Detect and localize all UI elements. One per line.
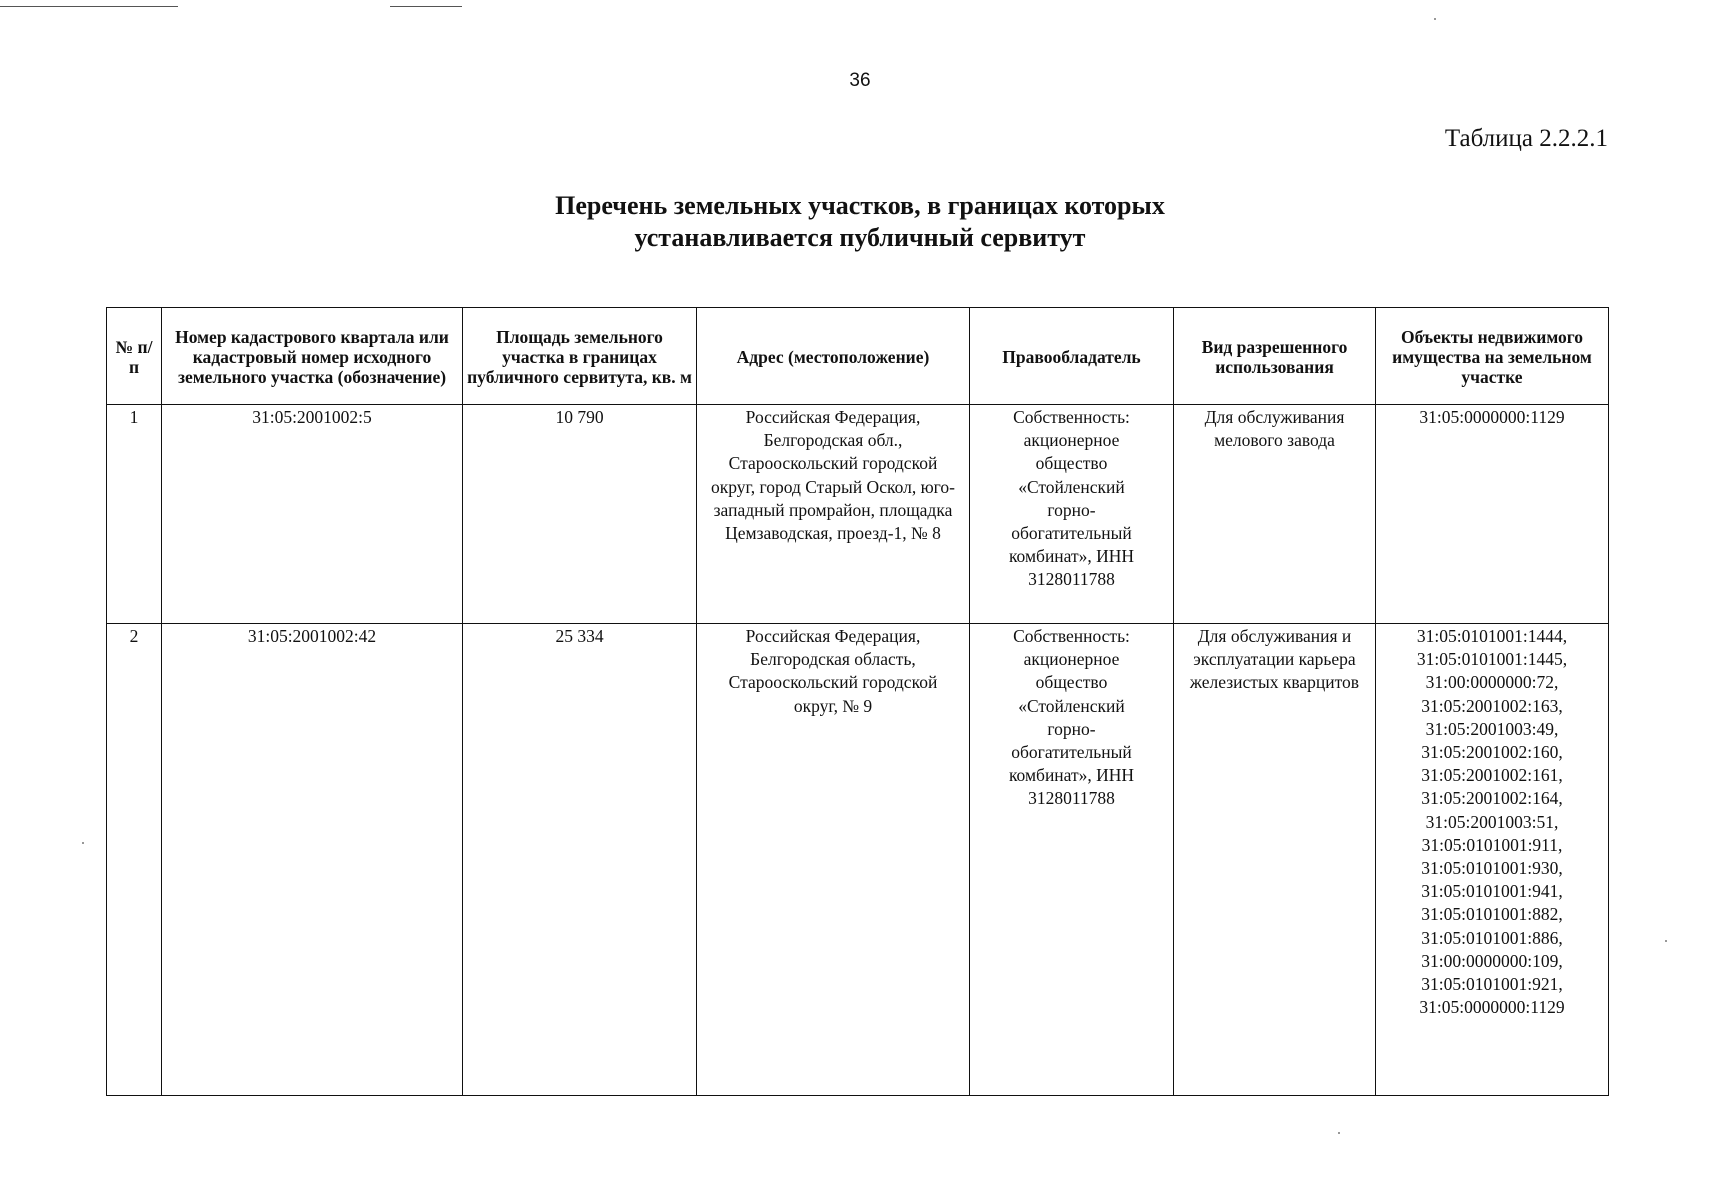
object-cadastral-number: 31:05:0101001:911, (1421, 834, 1563, 855)
scan-speck (1665, 940, 1667, 942)
scan-speck (1434, 18, 1436, 20)
cell-address: Российская Федерация, Белгородская область, Старооскольский городской округ, № 9 (697, 624, 970, 1096)
object-cadastral-number: 31:05:0000000:1129 (1419, 407, 1565, 427)
object-cadastral-number: 31:05:0000000:1129 (1419, 997, 1565, 1018)
cell-number: 1 (107, 405, 162, 624)
object-cadastral-number: 31:05:0101001:941, (1421, 881, 1563, 902)
header-address: Адрес (местоположение) (697, 308, 970, 405)
cell-cadastral: 31:05:2001002:5 (162, 405, 463, 624)
object-cadastral-number: 31:05:2001003:51, (1425, 811, 1559, 832)
scan-speck (82, 842, 84, 844)
object-cadastral-number: 31:00:0000000:72, (1425, 672, 1559, 693)
cell-permitted-use: Для обслуживания и эксплуатации карьера железистых кварцитов (1174, 624, 1376, 1096)
cell-objects (1376, 405, 1609, 624)
object-cadastral-number: 31:00:0000000:109, (1421, 950, 1563, 971)
cell-area: 25 334 (463, 624, 697, 1096)
land-plots-table (106, 307, 1609, 1096)
header-cadastral: Номер кадастрового квартала или кадастровый номер исходного земельного участка (обозначение) (162, 308, 463, 405)
table-header-row (107, 308, 1609, 405)
document-title (0, 190, 1720, 254)
header-area: Площадь земельного участка в границах публичного сервитута, кв. м (463, 308, 697, 405)
table-row (107, 405, 1609, 624)
header-owner: Правообладатель (970, 308, 1174, 405)
cell-cadastral: 31:05:2001002:42 (162, 624, 463, 1096)
object-cadastral-number: 31:05:2001003:49, (1425, 718, 1559, 739)
scan-artifact-line (0, 6, 178, 7)
header-permitted-use: Вид разрешенного использования (1174, 308, 1376, 405)
cell-permitted-use: Для обслуживания мелового завода (1174, 405, 1376, 624)
object-cadastral-number: 31:05:0101001:886, (1421, 927, 1563, 948)
cell-address: Российская Федерация, Белгородская обл., Старооскольский городской округ, город Старый Оскол, юго-западный промрайон, площадка Цемзаводская, проезд-1, № 8 (697, 405, 970, 624)
object-cadastral-number: 31:05:2001002:161, (1421, 765, 1563, 786)
document-title-line: устанавливается публичный сервитут (634, 223, 1086, 252)
cell-owner: Собственность: акционерное общество «Стойленский горно-обогатительный комбинат», ИНН 3128011788 (970, 405, 1174, 624)
object-cadastral-number: 31:05:2001002:163, (1421, 695, 1563, 716)
table-row (107, 624, 1609, 1096)
document-title-line: Перечень земельных участков, в границах которых (555, 191, 1165, 220)
scan-speck (1338, 1132, 1340, 1134)
scan-artifact-line (390, 6, 462, 7)
table-label: Таблица 2.2.2.1 (1444, 125, 1608, 152)
cell-objects (1376, 624, 1609, 1096)
object-cadastral-number: 31:05:0101001:1444, (1416, 626, 1568, 646)
object-cadastral-number: 31:05:2001002:164, (1421, 788, 1563, 809)
object-cadastral-number: 31:05:0101001:921, (1421, 974, 1563, 995)
object-cadastral-number: 31:05:0101001:1445, (1416, 649, 1568, 670)
cell-area: 10 790 (463, 405, 697, 624)
object-cadastral-number: 31:05:0101001:882, (1421, 904, 1563, 925)
page-number: 36 (849, 70, 871, 91)
header-objects: Объекты недвижимого имущества на земельном участке (1376, 308, 1609, 405)
cell-number: 2 (107, 624, 162, 1096)
cell-owner: Собственность: акционерное общество «Стойленский горно-обогатительный комбинат», ИНН 3128011788 (970, 624, 1174, 1096)
object-cadastral-number: 31:05:0101001:930, (1421, 858, 1563, 879)
header-number: № п/п (107, 308, 162, 405)
object-cadastral-number: 31:05:2001002:160, (1421, 742, 1563, 763)
